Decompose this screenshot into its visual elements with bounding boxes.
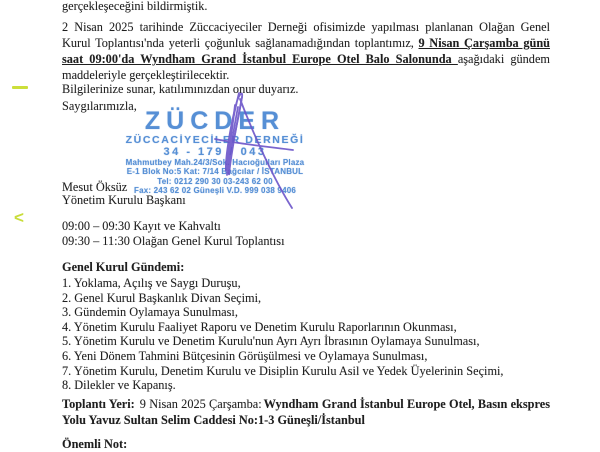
schedule-line: 09:30 – 11:30 Olağan Genel Kurul Toplantısı	[62, 234, 285, 248]
stamp-registry-no: 34 - 179 / 043	[163, 146, 267, 158]
agenda-item: 6. Yeni Dönem Tahmini Bütçesinin Görüşülmesi ve Oylamaya Sunulması,	[62, 348, 428, 363]
stamp-org-full: ZÜCCACİYECİLER DERNEĞİ	[125, 134, 305, 146]
paragraph-part1: 2 Nisan 2025 tarihinde Züccaciyeciler Derneği ofisimizde yapılması planlanan Olağan Genel Kurul Toplantısı'nda yeterli çoğunluk sağlanamadığından toplantımız,	[62, 20, 550, 50]
highlight-dash-icon	[12, 86, 28, 89]
agenda-item: 7. Yönetim Kurulu, Denetim Kurulu ve Disiplin Kurulu Asil ve Yedek Üyelerinin Seçimi,	[62, 363, 504, 378]
important-note-label: Önemli Not:	[62, 437, 128, 451]
stamp-phone: Tel: 0212 290 30 03-243 62 00	[157, 176, 273, 186]
signer-title: Yönetim Kurulu Başkanı	[62, 193, 186, 207]
meeting-paragraph	[62, 19, 550, 83]
venue-date: 9 Nisan 2025 Çarşamba:	[139, 397, 262, 411]
agenda-item: 2. Genel Kurul Başkanlık Divan Seçimi,	[62, 290, 262, 305]
agenda-item: 4. Yönetim Kurulu Faaliyet Raporu ve Denetim Kurulu Raporlarının Okunması,	[62, 319, 457, 334]
stamp-fax: Fax: 243 62 02 Güneşli V.D. 999 038 9406	[133, 185, 297, 195]
stamp-address-line1: Mahmutbey Mah.24/3/Sok. Hacıoğulları Plaza	[125, 158, 305, 167]
agenda-item: 5. Yönetim Kurulu ve Denetim Kurulu'nun Ayrı Ayrı İbrasının Oylamaya Sunulması,	[62, 334, 480, 349]
venue-label: Toplantı Yeri:	[62, 397, 135, 411]
schedule-line: 09:00 – 09:30 Kayıt ve Kahvaltı	[62, 219, 221, 233]
agenda-item: 1. Yoklama, Açılış ve Saygı Duruşu,	[62, 276, 241, 290]
stamp-org-short: ZÜCDER	[144, 107, 286, 135]
signer-name: Mesut Öksüz	[62, 180, 128, 194]
salutation: Saygılarımızla,	[62, 99, 137, 113]
venue-block	[62, 397, 550, 428]
top-partial-line: gerçekleşeceğini bildirmiştik.	[62, 0, 208, 13]
venue-place: Wyndham Grand İstanbul Europe Otel, Basın ekspres Yolu Yavuz Sultan Selim Caddesi No:1-3 Güneşli/İstanbul	[62, 397, 551, 427]
stamp-address-line2: E-1 Blok No:5 Kat: 7/14 Bağcılar / İSTANBUL	[126, 167, 304, 177]
emphasis-date-venue: 9 Nisan Çarşamba günü saat 09:00'da Wyndham Grand İstanbul Europe Otel Balo Salonunda	[62, 36, 550, 66]
paragraph-part2: aşağıdaki gündem maddeleriyle gerçekleştirilecektir.	[62, 52, 550, 82]
highlight-caret-icon: <	[14, 208, 24, 227]
agenda-item: 3. Gündemin Oylamaya Sunulması,	[62, 305, 238, 320]
agenda-heading: Genel Kurul Gündemi:	[62, 260, 185, 274]
agenda-list	[62, 276, 550, 393]
closing-line: Bilgilerinize sunar, katılımınızdan onur duyarız.	[62, 82, 299, 96]
agenda-item: 8. Dilekler ve Kapanış.	[62, 378, 176, 393]
signature	[195, 83, 325, 233]
